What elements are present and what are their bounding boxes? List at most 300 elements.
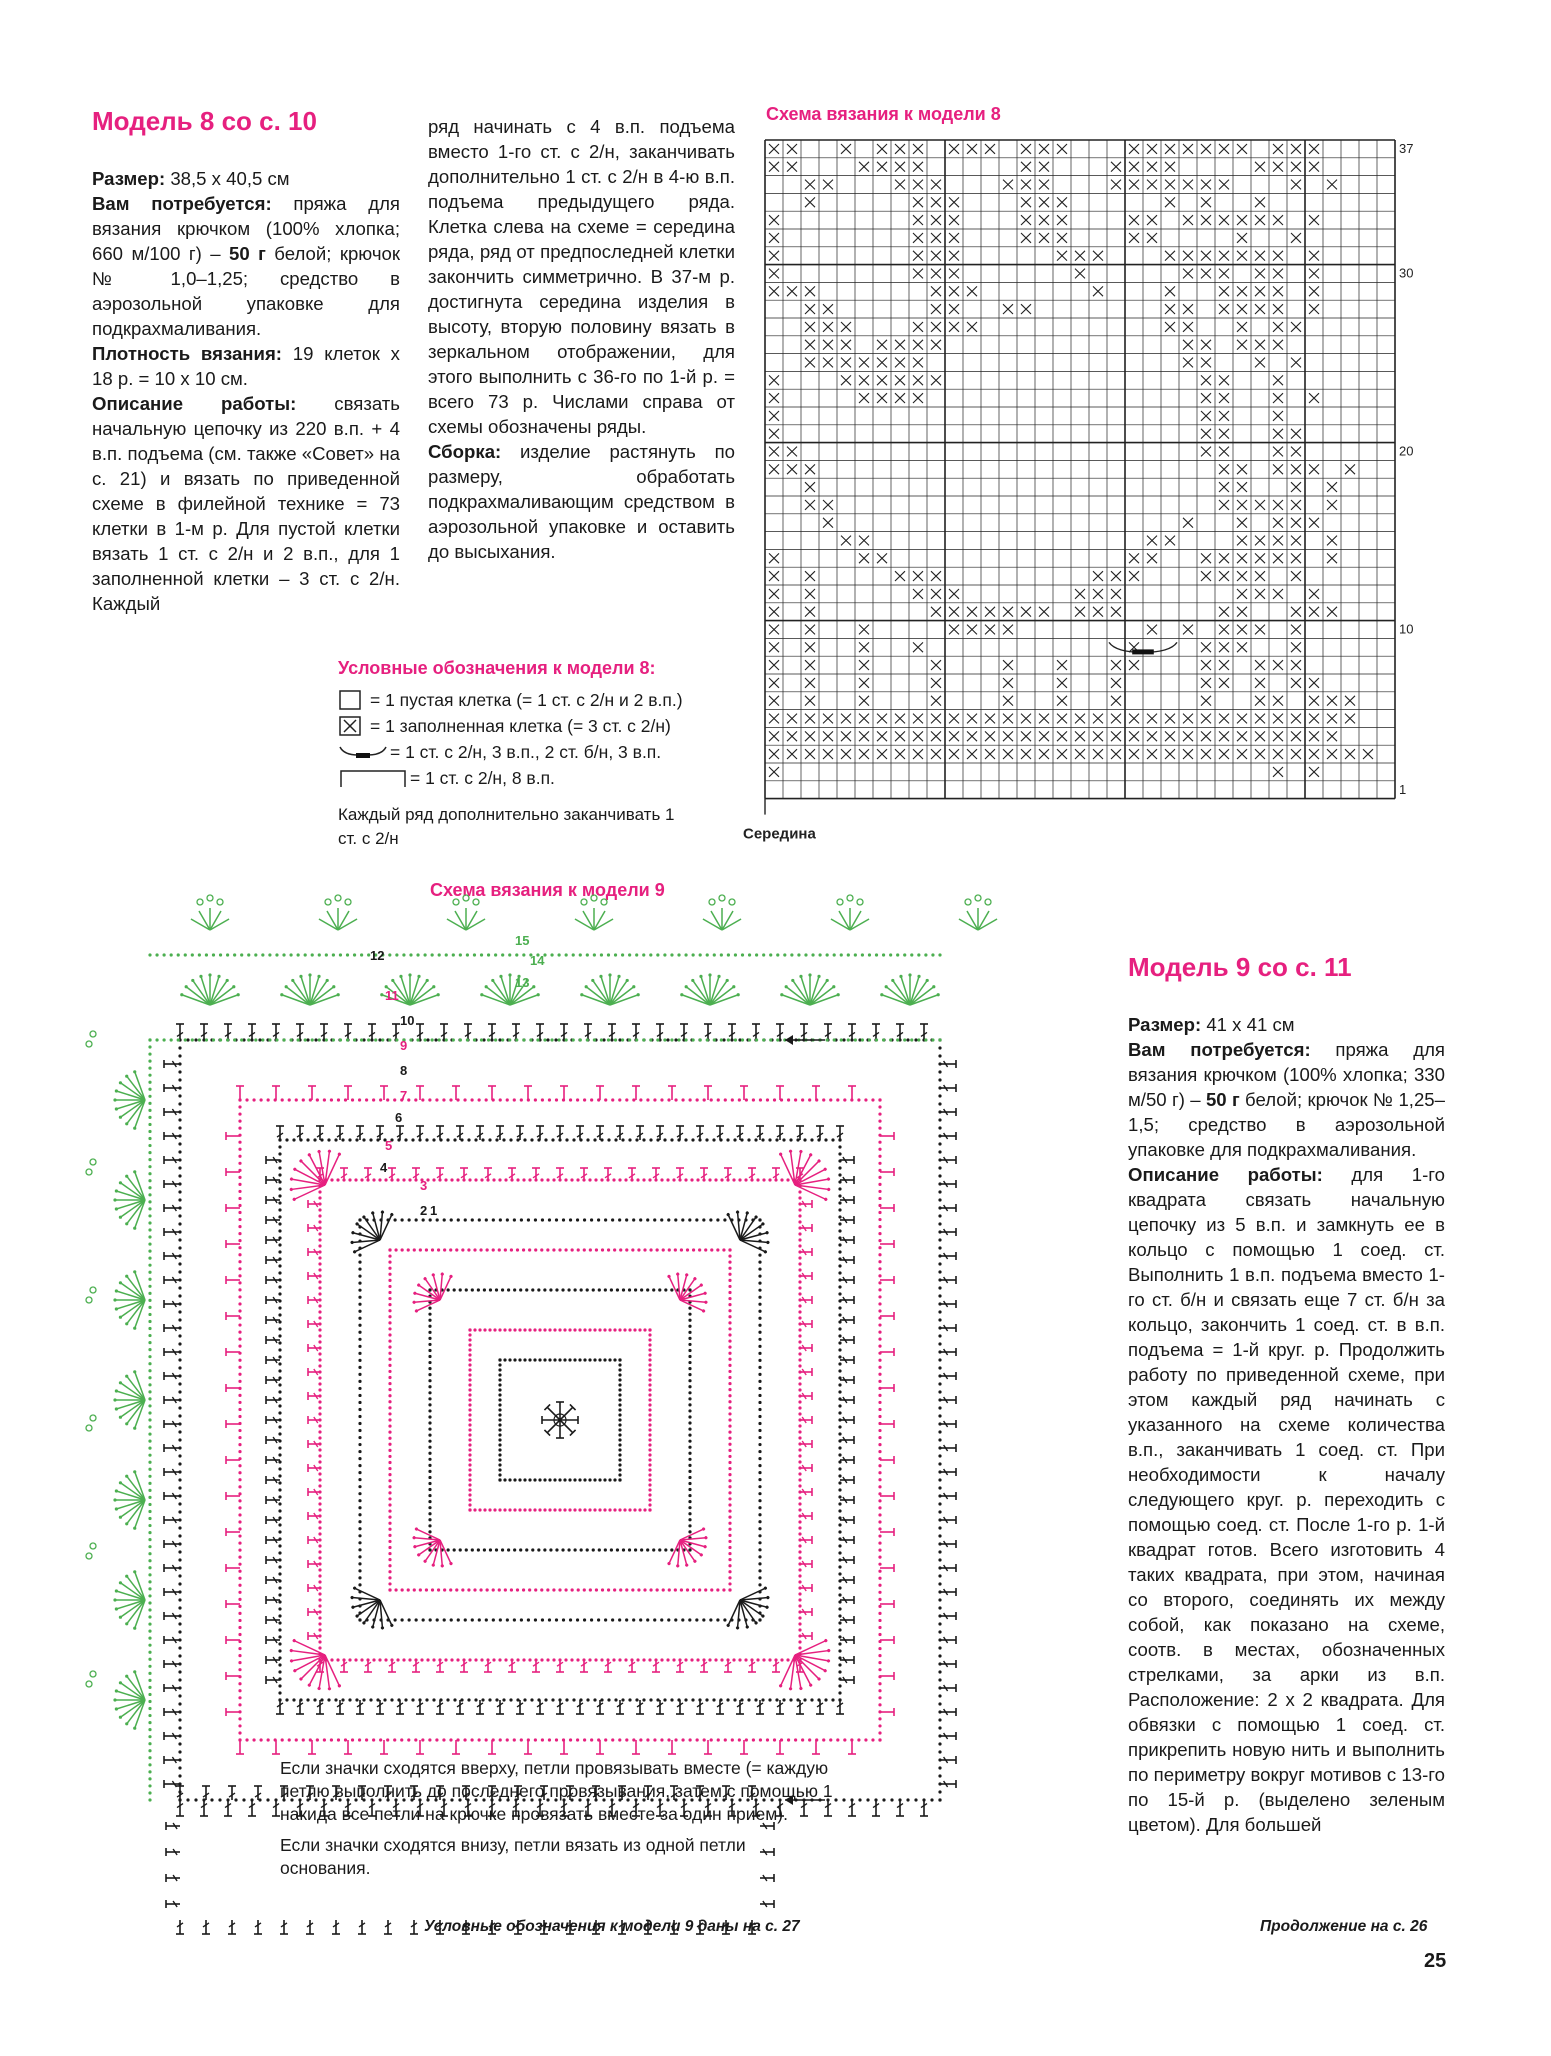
round-11-chain	[878, 1098, 881, 1741]
filled-cell-x	[877, 731, 887, 741]
round-label: 11	[385, 988, 399, 1003]
filled-cell-x	[1201, 553, 1211, 563]
stitch-symbol	[296, 1700, 304, 1714]
filled-cell-x	[859, 625, 869, 635]
stitch-symbol	[800, 1488, 812, 1496]
filled-cell-x	[1219, 464, 1229, 474]
stitch-symbol	[226, 1168, 240, 1176]
filled-cell-x	[1219, 553, 1229, 563]
filled-cell-x	[949, 197, 959, 207]
legend-label: = 1 заполненная клетка (= 3 ст. с 2/н)	[370, 715, 671, 736]
paragraph: Сборка: изделие растянуть по размеру, обработать подкрахмаливающим средством в аэрозольной упаковке и оставить до высыхания.	[428, 441, 735, 562]
stitch-symbol	[236, 1086, 244, 1100]
stitch-symbol	[724, 1168, 732, 1180]
filled-cell-x	[1003, 749, 1013, 759]
filled-cell-x	[1147, 144, 1157, 154]
filled-cell-x	[1273, 162, 1283, 172]
round-label: 6	[395, 1110, 403, 1125]
stitch-symbol	[164, 1516, 180, 1524]
filled-cell-x	[1237, 536, 1247, 546]
stitch-symbol	[816, 1700, 824, 1714]
filled-cell-x	[823, 180, 833, 190]
filled-cell-x	[805, 607, 815, 617]
filled-cell-x	[1327, 731, 1337, 741]
stitch-symbol	[696, 1700, 704, 1714]
stitch-symbol	[308, 1368, 320, 1376]
stitch-symbol	[636, 1700, 644, 1714]
model9-text	[1128, 1012, 1445, 1837]
model8-text-col2	[428, 114, 735, 564]
stitch-symbol	[748, 1660, 756, 1672]
round-4-chain	[688, 1288, 691, 1551]
stitch-symbol	[226, 1132, 240, 1140]
stitch-symbol	[226, 1636, 240, 1644]
stitch-symbol	[576, 1700, 584, 1714]
stitch-symbol	[880, 1240, 894, 1248]
filled-cell-x	[1021, 607, 1031, 617]
filled-cell-x	[931, 660, 941, 670]
stitch-symbol	[226, 1672, 240, 1680]
filled-cell-x	[1165, 322, 1175, 332]
stitch-symbol	[796, 1700, 804, 1714]
stitch-symbol	[800, 1464, 812, 1472]
filled-cell-x	[1237, 482, 1247, 492]
stitch-symbol	[632, 1740, 640, 1754]
filled-cell-x	[1219, 482, 1229, 492]
stitch-symbol	[840, 1536, 854, 1544]
filled-cell-x	[1255, 714, 1265, 724]
stitch-symbol	[776, 1740, 784, 1754]
stitch-symbol	[756, 1126, 764, 1140]
filled-cell-x	[769, 607, 779, 617]
filled-cell-x	[931, 749, 941, 759]
filled-cell-x	[1021, 714, 1031, 724]
filled-cell-x	[769, 660, 779, 670]
filled-cell-x	[1057, 678, 1067, 688]
stitch-symbol	[456, 1700, 464, 1714]
stitch-symbol	[800, 1296, 812, 1304]
filled-cell-x	[913, 589, 923, 599]
stitch-symbol	[464, 1024, 472, 1040]
filled-cell-x	[1165, 197, 1175, 207]
round-13-chain	[148, 1038, 151, 1801]
filled-cell-x	[805, 304, 815, 314]
stitch-symbol	[272, 1024, 280, 1040]
legend-chain-stitch	[338, 765, 738, 791]
filled-cell-x	[1237, 251, 1247, 261]
round-label: 12	[370, 948, 385, 963]
legend-arch-stitch	[338, 739, 738, 765]
stitch-symbol	[880, 1492, 894, 1500]
filled-cell-x	[949, 589, 959, 599]
stitch-symbol	[940, 1372, 956, 1380]
filled-cell-x	[1219, 375, 1229, 385]
filled-cell-x	[1273, 411, 1283, 421]
filled-cell-x	[1273, 251, 1283, 261]
filled-cell-x	[841, 714, 851, 724]
stitch-symbol	[164, 1468, 180, 1476]
stitch-symbol	[356, 1700, 364, 1714]
stitch-symbol	[800, 1536, 812, 1544]
filled-cell-x	[1291, 233, 1301, 243]
stitch-symbol	[266, 1216, 280, 1224]
filled-cell-x	[1201, 215, 1211, 225]
stitch-symbol	[484, 1660, 492, 1672]
stitch-symbol	[524, 1740, 532, 1754]
stitch-symbol	[596, 1700, 604, 1714]
stitch-symbol	[412, 1660, 420, 1672]
stitch-symbol	[308, 1086, 316, 1100]
filled-cell-x	[1309, 393, 1319, 403]
legend-filled-cell	[338, 713, 738, 739]
stitch-symbol	[166, 1900, 180, 1908]
stitch-symbol	[488, 1024, 496, 1040]
filled-cell-x	[1147, 553, 1157, 563]
filled-cell-x	[805, 197, 815, 207]
shell-fan	[113, 1370, 145, 1430]
shell-fan	[580, 973, 640, 1005]
filled-cell-x	[895, 358, 905, 368]
filled-cell-x	[805, 696, 815, 706]
picot-shell	[575, 895, 613, 930]
filled-cell-x	[1273, 767, 1283, 777]
filled-cell-x	[841, 536, 851, 546]
stitch-symbol	[596, 1740, 604, 1754]
round-2-chain	[498, 1358, 501, 1481]
filled-cell-x	[913, 642, 923, 652]
filled-cell-x	[1147, 180, 1157, 190]
filled-cell-x	[1237, 340, 1247, 350]
filled-cell-x	[1201, 749, 1211, 759]
model8-title: Модель 8 со с. 10	[92, 106, 317, 136]
filled-cell-x	[823, 731, 833, 741]
filled-cell-x	[1003, 180, 1013, 190]
stitch-symbol	[580, 1168, 588, 1180]
stitch-symbol	[880, 1636, 894, 1644]
stitch-symbol	[880, 1672, 894, 1680]
stitch-symbol	[452, 1086, 460, 1100]
stitch-symbol	[840, 1476, 854, 1484]
filled-cell-x	[1237, 749, 1247, 759]
model8-chart-title: Схема вязания к модели 8	[766, 104, 1001, 124]
filled-cell-x	[931, 714, 941, 724]
shell-fan	[113, 1170, 145, 1230]
stitch-symbol	[266, 1516, 280, 1524]
filled-cell-x	[769, 269, 779, 279]
stitch-symbol	[226, 1492, 240, 1500]
stitch-symbol	[536, 1700, 544, 1714]
filled-cell-x	[895, 144, 905, 154]
filled-cell-x	[1111, 589, 1121, 599]
filled-cell-x	[877, 162, 887, 172]
filled-cell-x	[769, 696, 779, 706]
stitch-symbol	[700, 1660, 708, 1672]
filled-cell-x	[1237, 731, 1247, 741]
filled-cell-x	[1021, 197, 1031, 207]
stitch-symbol	[560, 1024, 568, 1040]
stitch-symbol	[308, 1488, 320, 1496]
stitch-symbol	[840, 1196, 854, 1204]
stitch-symbol	[604, 1660, 612, 1672]
stitch-symbol	[164, 1060, 180, 1068]
filled-cell-x	[1327, 749, 1337, 759]
filled-cell-x	[1327, 607, 1337, 617]
filled-cell-x	[841, 144, 851, 154]
filled-cell-x	[1291, 607, 1301, 617]
stitch-symbol	[164, 1252, 180, 1260]
round-label: 10	[400, 1013, 415, 1028]
filled-cell-x	[877, 340, 887, 350]
filled-cell-x	[1147, 215, 1157, 225]
stitch-symbol	[704, 1024, 712, 1040]
filled-cell-x	[1255, 286, 1265, 296]
round-label: 3	[420, 1178, 428, 1193]
picot-shell	[86, 1159, 96, 1175]
stitch-symbol	[940, 1276, 956, 1284]
stitch-symbol	[940, 1708, 956, 1716]
stitch-symbol	[632, 1086, 640, 1100]
filled-cell-x	[1057, 197, 1067, 207]
shell-fan	[113, 1270, 145, 1330]
filled-cell-x	[913, 215, 923, 225]
stitch-symbol	[824, 1024, 832, 1040]
stitch-symbol	[940, 1756, 956, 1764]
filled-cell-x	[1075, 731, 1085, 741]
stitch-symbol	[896, 1800, 904, 1816]
filled-cell-x	[805, 464, 815, 474]
filled-cell-x	[1291, 731, 1301, 741]
stitch-symbol	[308, 1512, 320, 1520]
filled-cell-x	[1345, 696, 1355, 706]
stitch-symbol	[248, 1024, 256, 1040]
stitch-symbol	[308, 1560, 320, 1568]
stitch-symbol	[266, 1536, 280, 1544]
filled-cell-x	[1219, 660, 1229, 670]
stitch-symbol	[308, 1416, 320, 1424]
stitch-symbol	[164, 1492, 180, 1500]
filled-cell-x	[1111, 180, 1121, 190]
filled-cell-x	[967, 731, 977, 741]
filled-cell-x	[1273, 286, 1283, 296]
filled-cell-x	[1021, 144, 1031, 154]
stitch-symbol	[596, 1126, 604, 1140]
filled-cell-x	[913, 162, 923, 172]
filled-cell-x	[823, 714, 833, 724]
filled-cell-x	[1201, 144, 1211, 154]
filled-cell-x	[841, 358, 851, 368]
stitch-symbol	[840, 1616, 854, 1624]
filled-cell-x	[1327, 536, 1337, 546]
filled-cell-x	[1237, 304, 1247, 314]
stitch-symbol	[164, 1324, 180, 1332]
filled-cell-x	[1273, 447, 1283, 457]
filled-cell-x	[1201, 571, 1211, 581]
filled-cell-x	[913, 393, 923, 403]
shell-fan	[113, 1570, 145, 1630]
stitch-symbol	[166, 1848, 180, 1856]
stitch-symbol	[940, 1780, 956, 1788]
stitch-symbol	[940, 1396, 956, 1404]
picot-shell	[319, 895, 357, 930]
filled-cell-x	[1129, 660, 1139, 670]
stitch-symbol	[308, 1536, 320, 1544]
filled-cell-x	[1201, 660, 1211, 670]
stitch-symbol	[880, 1600, 894, 1608]
filled-cell-x	[1273, 144, 1283, 154]
filled-cell-x	[859, 749, 869, 759]
stitch-symbol	[608, 1024, 616, 1040]
stitch-symbol	[416, 1086, 424, 1100]
stitch-symbol	[416, 1700, 424, 1714]
filled-cell-x	[1183, 518, 1193, 528]
stitch-symbol	[452, 1740, 460, 1754]
stitch-symbol	[266, 1616, 280, 1624]
round-2-chain	[498, 1358, 621, 1361]
stitch-symbol	[266, 1476, 280, 1484]
stitch-symbol	[656, 1024, 664, 1040]
filled-cell-x	[1219, 642, 1229, 652]
filled-cell-x	[1291, 447, 1301, 457]
filled-cell-x	[1327, 180, 1337, 190]
stitch-symbol	[308, 1392, 320, 1400]
stitch-symbol	[760, 1900, 774, 1908]
filled-cell-x	[1003, 660, 1013, 670]
paragraph: Размер: 41 х 41 см	[1128, 1014, 1295, 1035]
filled-cell-x	[913, 197, 923, 207]
stitch-symbol	[488, 1740, 496, 1754]
filled-cell-x	[1147, 162, 1157, 172]
round-12-chain	[178, 1038, 181, 1801]
filled-cell-x	[1237, 215, 1247, 225]
stitch-symbol	[356, 1126, 364, 1140]
stitch-symbol	[880, 1564, 894, 1572]
filled-cell-x	[1291, 571, 1301, 581]
stitch-symbol	[266, 1296, 280, 1304]
filled-cell-x	[913, 375, 923, 385]
stitch-symbol	[880, 1384, 894, 1392]
stitch-symbol	[376, 1126, 384, 1140]
stitch-symbol	[456, 1126, 464, 1140]
filled-cell-x	[1255, 696, 1265, 706]
filled-cell-x	[1255, 358, 1265, 368]
stitch-symbol	[164, 1396, 180, 1404]
filled-cell-x	[787, 464, 797, 474]
filled-cell-x	[949, 625, 959, 635]
filled-cell-x	[805, 340, 815, 350]
filled-cell-x	[1201, 447, 1211, 457]
stitch-symbol	[364, 1660, 372, 1672]
filled-cell-x	[1309, 162, 1319, 172]
picot-shell	[703, 895, 741, 930]
filled-cell-x	[913, 714, 923, 724]
stitch-symbol	[488, 1086, 496, 1100]
stitch-symbol	[940, 1660, 956, 1668]
filled-cell-x	[1309, 678, 1319, 688]
filled-cell-x	[805, 642, 815, 652]
filled-cell-x	[931, 340, 941, 350]
stitch-symbol	[316, 1700, 324, 1714]
filled-cell-x	[1147, 233, 1157, 243]
stitch-symbol	[308, 1584, 320, 1592]
legend-label: = 1 пустая клетка (= 1 ст. с 2/н и 2 в.п.)	[370, 689, 683, 710]
filled-cell-x	[949, 233, 959, 243]
filled-cell-x	[1201, 340, 1211, 350]
filled-cell-x	[1129, 144, 1139, 154]
stitch-symbol	[266, 1176, 280, 1184]
filled-cell-x	[931, 304, 941, 314]
stitch-symbol	[604, 1168, 612, 1180]
filled-cell-x	[1219, 251, 1229, 261]
page-number: 25	[1424, 1950, 1447, 1972]
stitch-symbol	[266, 1356, 280, 1364]
round-8-chain	[358, 1218, 361, 1621]
filled-cell-x	[805, 358, 815, 368]
filled-cell-x	[967, 322, 977, 332]
stitch-symbol	[560, 1740, 568, 1754]
stitch-symbol	[308, 1608, 320, 1616]
filled-cell-x	[1183, 251, 1193, 261]
stitch-symbol	[266, 1196, 280, 1204]
filled-cell-x	[1129, 553, 1139, 563]
filled-cell-x	[1057, 731, 1067, 741]
stitch-symbol	[800, 1224, 812, 1232]
filled-cell-x	[1309, 749, 1319, 759]
stitch-symbol	[756, 1700, 764, 1714]
filled-cell-x	[1003, 731, 1013, 741]
picot-shell	[959, 895, 997, 930]
filled-cell-x	[1237, 322, 1247, 332]
round-6-chain	[388, 1248, 731, 1251]
filled-cell-icon	[338, 715, 364, 737]
filled-cell-x	[769, 714, 779, 724]
filled-cell-x	[1129, 571, 1139, 581]
filled-cell-x	[1129, 233, 1139, 243]
round-12-chain	[938, 1038, 941, 1801]
stitch-symbol	[164, 1276, 180, 1284]
filled-cell-x	[859, 536, 869, 546]
filled-cell-x	[949, 286, 959, 296]
stitch-symbol	[800, 1200, 812, 1208]
round-label: 4	[380, 1160, 388, 1175]
filled-cell-x	[985, 607, 995, 617]
filled-cell-x	[913, 571, 923, 581]
stitch-symbol	[332, 1920, 340, 1934]
filled-cell-x	[1003, 607, 1013, 617]
filled-cell-x	[805, 731, 815, 741]
filled-cell-x	[1057, 215, 1067, 225]
row-label: 37	[1399, 141, 1414, 156]
filled-cell-x	[931, 375, 941, 385]
filled-cell-x	[913, 340, 923, 350]
filled-cell-x	[1129, 180, 1139, 190]
stitch-symbol	[308, 1344, 320, 1352]
stitch-symbol	[266, 1556, 280, 1564]
filled-cell-x	[1165, 180, 1175, 190]
filled-cell-x	[1273, 536, 1283, 546]
stitch-symbol	[516, 1126, 524, 1140]
stitch-symbol	[700, 1168, 708, 1180]
filled-cell-x	[1183, 304, 1193, 314]
filled-cell-x	[823, 304, 833, 314]
stitch-symbol	[880, 1312, 894, 1320]
filled-cell-x	[1201, 678, 1211, 688]
filled-cell-x	[1309, 251, 1319, 261]
filled-cell-x	[1201, 411, 1211, 421]
stitch-symbol	[308, 1224, 320, 1232]
shell-fan	[180, 973, 240, 1005]
stitch-symbol	[840, 1156, 854, 1164]
stitch-symbol	[272, 1740, 280, 1754]
